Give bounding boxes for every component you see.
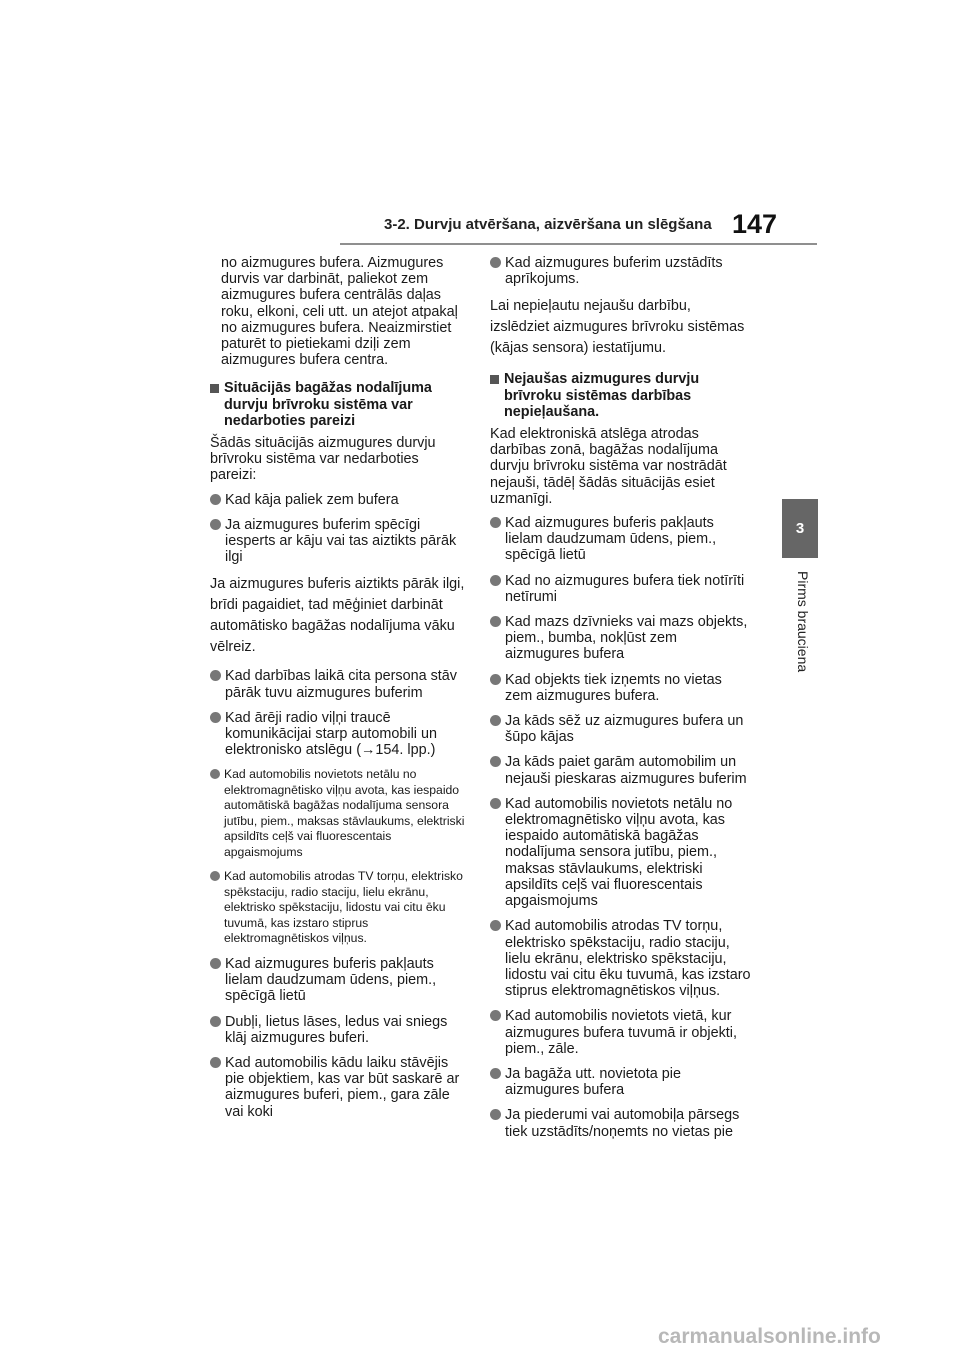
- bullet-icon: [490, 715, 501, 726]
- heading-text: Nejaušas aizmugures durvju brīvroku sistēmas darbības nepieļaušana.: [504, 371, 700, 420]
- list-item: Kad ārēji radio viļņi traucē komunikācijai starp automobili un elektronisko atslēgu (→154. lpp.): [210, 710, 465, 759]
- left-column: [210, 255, 465, 1129]
- bullet-icon: [210, 712, 221, 723]
- bullet-icon: [490, 616, 501, 627]
- bullet-icon: [210, 670, 221, 681]
- bullet-icon: [210, 871, 220, 881]
- square-bullet-icon: [210, 384, 219, 393]
- bullet-icon: [490, 674, 501, 685]
- note-text: Ja aizmugures buferis aiztikts pārāk ilgi, brīdi pagaidiet, tad mēģiniet darbināt automātisko bagāžas nodalījuma vāku vēlreiz.: [210, 576, 465, 656]
- intro-text: Kad elektroniskā atslēga atrodas darbības zonā, bagāžas nodalījuma durvju brīvroku sistēma var nostrādāt nejauši, tādēļ šādās situācijās esiet uzmanīgi.: [490, 426, 727, 507]
- bullet-icon: [210, 494, 221, 505]
- bullet-icon: [210, 1016, 221, 1027]
- bullet-icon: [490, 920, 501, 931]
- list-item: Kad no aizmugures bufera tiek notīrīti netīrumi: [490, 573, 752, 605]
- header-divider: [340, 243, 817, 245]
- list-item: Dubļi, lietus lāses, ledus vai sniegs klāj aizmugures buferi.: [210, 1014, 465, 1046]
- bullet-icon: [490, 575, 501, 586]
- section-title: 3-2. Durvju atvēršana, aizvēršana un slēgšana: [384, 216, 712, 233]
- list-item: Kad objekts tiek izņemts no vietas zem aizmugures bufera.: [490, 672, 752, 704]
- chapter-title: Pirms brauciena: [795, 571, 811, 673]
- list-item: Ja kāds sēž uz aizmugures bufera un šūpo kājas: [490, 713, 752, 745]
- page-number: 147: [732, 209, 778, 239]
- watermark-link[interactable]: carmanualsonline.info: [658, 1325, 881, 1348]
- list-item: Kad aizmugures buferim uzstādīts aprīkojums.: [490, 255, 752, 287]
- list-item: Kad automobilis kādu laiku stāvējis pie objektiem, kas var būt saskarē ar aizmugures buferi, piem., gara zāle vai koki: [210, 1055, 465, 1120]
- bullet-icon: [490, 517, 501, 528]
- bullet-icon: [490, 1010, 501, 1021]
- list-item: Kad mazs dzīvnieks vai mazs objekts, piem., bumba, nokļūst zem aizmugures bufera: [490, 614, 752, 663]
- bullet-icon: [210, 519, 221, 530]
- bullet-icon: [210, 769, 220, 779]
- list-item: Ja piederumi vai automobiļa pārsegs tiek uzstādīts/noņemts no vietas pie: [490, 1107, 752, 1139]
- list-item: Kad aizmugures buferis pakļauts lielam daudzumam ūdens, piem., spēcīgā lietū: [210, 956, 465, 1005]
- bullet-icon: [490, 1109, 501, 1120]
- section-heading: [490, 371, 752, 420]
- list-item: Kad automobilis novietots netālu no elektromagnētisko viļņu avota, kas iespaido automātiskā bagāžas nodalījuma sensora jutību, piem., maksas stāvlaukums, elektriski apsildīts ceļš vai fluorescentais apgaismojums: [210, 767, 465, 860]
- list-item: Kad automobilis novietots vietā, kur aizmugures bufera tuvumā ir objekti, piem., zāle.: [490, 1008, 752, 1057]
- bullet-icon: [490, 1068, 501, 1079]
- list-item: Ja bagāža utt. novietota pie aizmugures bufera: [490, 1066, 752, 1098]
- list-item: Kad kāja paliek zem bufera: [210, 492, 465, 508]
- bullet-icon: [490, 756, 501, 767]
- bullet-icon: [210, 958, 221, 969]
- bullet-icon: [490, 798, 501, 809]
- list-item: Ja kāds paiet garām automobilim un nejauši pieskaras aizmugures buferim: [490, 754, 752, 786]
- square-bullet-icon: [490, 375, 499, 384]
- bullet-icon: [490, 257, 501, 268]
- chapter-tab[interactable]: 3: [782, 499, 818, 558]
- list-item: Kad automobilis atrodas TV torņu, elektrisko spēkstaciju, radio staciju, lielu ekrānu, elektrisko spēkstaciju, lidostu vai citu ēku tuvumā, kas izstaro stiprus elektromagnētiskos viļņus.: [210, 869, 465, 947]
- section-heading: [210, 380, 465, 429]
- list-item: Kad automobilis atrodas TV torņu, elektrisko spēkstaciju, radio staciju, lielu ekrānu, elektrisko spēkstaciju, lidostu vai citu ēku tuvumā, kas izstaro stiprus elektromagnētiskos viļņus.: [490, 918, 752, 999]
- bullet-icon: [210, 1057, 221, 1068]
- intro-text: Šādās situācijās aizmugures durvju brīvroku sistēma var nedarboties pareizi:: [210, 435, 436, 484]
- list-item: Ja aizmugures buferim spēcīgi iesperts ar kāju vai tas aiztikts pārāk ilgi: [210, 517, 465, 566]
- note-text: Lai nepieļautu nejaušu darbību, izslēdziet aizmugures brīvroku sistēmas (kājas sensora) iestatījumu.: [490, 298, 745, 357]
- right-column: [490, 255, 752, 1149]
- list-item: Kad aizmugures buferis pakļauts lielam daudzumam ūdens, piem., spēcīgā lietū: [490, 515, 752, 564]
- list-item: Kad darbības laikā cita persona stāv pārāk tuvu aizmugures buferim: [210, 668, 465, 700]
- heading-text: Situācijās bagāžas nodalījuma durvju brīvroku sistēma var nedarboties pareizi: [224, 380, 432, 429]
- list-item: Kad automobilis novietots netālu no elektromagnētisko viļņu avota, kas iespaido automātiskā bagāžas nodalījuma sensora jutību, piem., maksas stāvlaukums, elektriski apsildīts ceļš vai fluorescentais apgaismojums: [490, 796, 752, 909]
- continuation-text: no aizmugures bufera. Aizmugures durvis var darbināt, paliekot zem aizmugures bufera centrālās daļas roku, elkoni, celi utt. un atejot atpakaļ no aizmugures bufera. Neaizmirstiet paturēt to pietiekami dziļi zem aizmugures bufera centra.: [221, 255, 458, 369]
